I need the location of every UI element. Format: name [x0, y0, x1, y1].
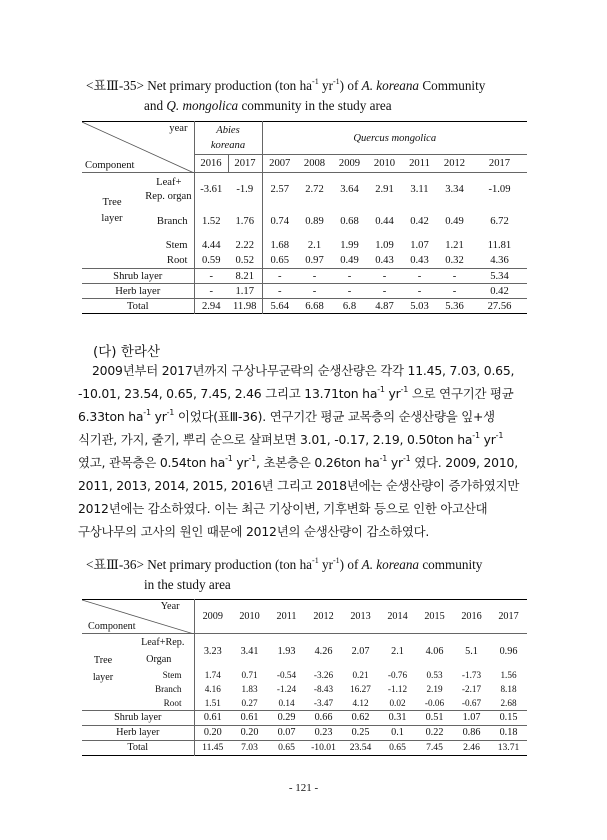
value-cell: 0.15 — [490, 710, 527, 725]
table-row — [82, 634, 527, 669]
value-cell: - — [367, 269, 402, 284]
value-cell: 0.53 — [426, 670, 443, 680]
value-cell: -0.67 — [461, 697, 482, 708]
value-cell: 5.1 — [465, 645, 478, 657]
value-cell: 0.27 — [241, 697, 258, 708]
value-cell: 0.89 — [305, 216, 324, 227]
year-cell: 2014 — [379, 600, 416, 634]
value-cell: 1.07 — [410, 239, 429, 251]
value-cell: 0.42 — [410, 216, 429, 227]
value-cell: 0.20 — [231, 725, 268, 740]
table-row — [82, 682, 527, 696]
value-cell: 0.23 — [305, 725, 342, 740]
header-component: Component — [88, 621, 136, 632]
value-cell: 5.64 — [262, 299, 297, 314]
paragraph-line — [78, 405, 528, 428]
value-cell: 1.07 — [453, 710, 490, 725]
sup-text: -1 — [166, 408, 175, 417]
value-cell: 1.17 — [228, 284, 262, 299]
value-cell: - — [262, 269, 297, 284]
value-cell: 0.52 — [235, 255, 255, 267]
value-cell: -1.09 — [488, 184, 511, 196]
value-cell: 0.42 — [472, 284, 527, 299]
table-row — [82, 740, 527, 755]
value-cell: 0.20 — [194, 725, 231, 740]
sup-text: -1 — [402, 454, 411, 463]
caption-text: and — [144, 98, 167, 113]
value-cell: - — [402, 269, 437, 284]
caption-text: yr — [318, 78, 333, 93]
table1-caption — [86, 76, 528, 116]
value-cell: 1.83 — [241, 684, 258, 694]
table1-caption-line1 — [86, 76, 528, 96]
table2-caption-prefix: <표Ⅲ-36> — [86, 557, 144, 572]
table2-caption-line1 — [86, 555, 528, 575]
value-cell: 1.51 — [194, 696, 231, 710]
table-row — [82, 668, 527, 682]
value-cell: - — [194, 269, 228, 284]
value-cell: -2.17 — [461, 684, 482, 694]
value-cell: 3.41 — [240, 645, 259, 657]
value-cell: 3.64 — [340, 184, 359, 196]
page-number: - 121 - — [288, 782, 319, 794]
value-cell: 2.91 — [375, 184, 394, 196]
value-cell: 0.31 — [379, 710, 416, 725]
value-cell: -10.01 — [305, 740, 342, 755]
header-year: year — [169, 123, 188, 134]
value-cell: 0.96 — [499, 645, 518, 657]
year-cell: 2007 — [262, 155, 297, 173]
value-cell: 13.71 — [490, 740, 527, 755]
year-cell: 2009 — [194, 600, 231, 634]
value-cell: 27.56 — [472, 299, 527, 314]
year-cell: 2010 — [367, 155, 402, 173]
value-cell: - — [367, 284, 402, 299]
line-text: yr — [384, 386, 401, 401]
row-label-text: Organ — [146, 654, 172, 665]
sup-text: -1 — [225, 454, 233, 463]
table-row — [82, 710, 527, 725]
value-cell: 16.27 — [350, 684, 371, 694]
value-cell: 2.68 — [500, 697, 517, 708]
line-text: 6.33ton ha — [78, 409, 144, 424]
value-cell: 0.61 — [194, 710, 231, 725]
table-row — [82, 173, 527, 207]
line-text: 였다. 2009, 2010, — [410, 455, 518, 470]
value-cell: 0.32 — [445, 255, 464, 267]
paragraph-line: 2011, 2013, 2014, 2015, 2016년 그리고 2018년에는 순생산량이 증가하였지만 — [78, 478, 520, 493]
value-cell: 2.1 — [391, 645, 404, 657]
value-cell: - — [332, 269, 367, 284]
table-row — [82, 299, 527, 314]
value-cell: 23.54 — [342, 740, 379, 755]
caption-sup: -1 — [333, 556, 340, 565]
value-cell: 6.68 — [297, 299, 332, 314]
row-label: Herb layer — [82, 725, 194, 740]
value-cell: 7.45 — [416, 740, 453, 755]
value-cell: 1.09 — [375, 239, 394, 251]
value-cell: 1.56 — [500, 670, 517, 680]
value-cell: 1.93 — [277, 645, 296, 657]
group-label: Quercus mongolica — [353, 132, 437, 144]
value-cell: 1.68 — [262, 237, 297, 254]
value-cell: 4.36 — [490, 255, 509, 267]
value-cell: 8.18 — [500, 684, 517, 694]
caption-sup: -1 — [312, 77, 319, 86]
year-cell: 2010 — [231, 600, 268, 634]
value-cell: - — [332, 284, 367, 299]
year-cell: 2012 — [437, 155, 472, 173]
sup-text: -1 — [377, 385, 385, 394]
value-cell: -3.47 — [313, 697, 334, 708]
value-cell: 0.86 — [453, 725, 490, 740]
row-label — [142, 173, 194, 207]
sup-text: -1 — [143, 408, 151, 417]
row-label: Total — [82, 740, 194, 755]
year-cell: 2012 — [305, 600, 342, 634]
group-label: Abies — [216, 125, 240, 136]
table-row — [82, 254, 527, 269]
value-cell: 8.21 — [228, 269, 262, 284]
value-cell: 0.68 — [340, 216, 359, 227]
row-label-text: Leaf+Rep. — [141, 637, 185, 648]
value-cell: 5.36 — [437, 299, 472, 314]
value-cell: 0.49 — [340, 255, 359, 267]
caption-species: Q. mongolica — [166, 98, 239, 113]
row-label — [124, 634, 194, 669]
row-label: Shrub layer — [82, 710, 194, 725]
sup-text: -1 — [495, 431, 504, 440]
value-cell: 0.97 — [305, 255, 324, 267]
body-paragraph — [78, 359, 528, 543]
line-text: 으로 연구기간 평균 — [408, 386, 514, 401]
value-cell: 0.66 — [305, 710, 342, 725]
value-cell: 3.23 — [194, 634, 231, 669]
value-cell: 0.43 — [410, 255, 429, 267]
value-cell: - — [437, 284, 472, 299]
sup-text: -1 — [379, 454, 388, 463]
caption-text: community — [419, 557, 483, 572]
value-cell: 1.52 — [194, 207, 228, 237]
value-cell: 2.46 — [453, 740, 490, 755]
line-text: yr — [232, 455, 249, 470]
value-cell: -3.61 — [194, 173, 228, 207]
value-cell: 0.59 — [194, 254, 228, 269]
value-cell: 0.65 — [379, 740, 416, 755]
value-cell: - — [262, 284, 297, 299]
value-cell: 4.12 — [352, 697, 369, 708]
value-cell: - — [194, 284, 228, 299]
value-cell: 3.11 — [410, 184, 429, 196]
line-text: 식기관, 가지, 줄기, 뿌리 순으로 살펴보면 3.01, -0.17, 2.19, 0.50ton ha — [78, 432, 473, 447]
year-cell: 2009 — [332, 155, 367, 173]
year-cell: 2013 — [342, 600, 379, 634]
caption-text: Net primary production (ton ha — [147, 557, 313, 572]
tree-layer-text: Tree — [93, 654, 113, 666]
line-text: , 초본층은 0.26ton ha — [256, 455, 380, 470]
table1-group-quercus — [262, 122, 527, 155]
row-label: Branch — [154, 684, 182, 694]
row-label: Stem — [162, 670, 182, 680]
value-cell: 3.34 — [445, 184, 464, 196]
paragraph-line — [78, 382, 528, 405]
year-cell: 2017 — [490, 600, 527, 634]
value-cell: - — [402, 284, 437, 299]
line-text: 였고, 관목층은 0.54ton ha — [78, 455, 226, 470]
value-cell: 2.22 — [235, 239, 255, 251]
caption-text: community in the study area — [238, 98, 392, 113]
value-cell: 0.49 — [445, 216, 464, 227]
value-cell: -8.43 — [313, 684, 334, 694]
value-cell: 0.65 — [262, 254, 297, 269]
value-cell: 0.74 — [262, 207, 297, 237]
row-label: Branch — [156, 216, 188, 227]
year-cell: 2011 — [268, 600, 305, 634]
line-text: yr — [479, 432, 496, 447]
table2-caption-line2: in the study area — [144, 577, 231, 592]
table-row — [82, 237, 527, 254]
header-component: Component — [85, 160, 135, 171]
value-cell: 1.76 — [235, 216, 255, 227]
value-cell: 6.8 — [332, 299, 367, 314]
paragraph-line — [78, 451, 528, 474]
sup-text: -1 — [472, 431, 480, 440]
value-cell: -0.76 — [387, 670, 408, 680]
group-label: koreana — [210, 140, 246, 151]
value-cell: - — [437, 269, 472, 284]
year-cell: 2015 — [416, 600, 453, 634]
row-label: Stem — [165, 239, 188, 251]
value-cell: 0.02 — [389, 697, 406, 708]
table2 — [82, 599, 527, 756]
value-cell: 0.07 — [268, 725, 305, 740]
value-cell: - — [297, 284, 332, 299]
value-cell: 0.14 — [278, 697, 295, 708]
paragraph-line: 2009년부터 2017년까지 구상나무군락의 순생산량은 각각 11.45, 7.03, 0.65, — [92, 363, 515, 378]
sup-text: -1 — [400, 385, 409, 394]
header-year: Year — [160, 601, 180, 612]
caption-sup: -1 — [312, 556, 319, 565]
caption-text: Community — [419, 78, 486, 93]
value-cell: 0.44 — [375, 216, 394, 227]
value-cell: - — [297, 269, 332, 284]
tree-layer-label — [82, 634, 124, 711]
table2-header-row — [82, 600, 527, 634]
row-label: Herb layer — [82, 284, 194, 299]
value-cell: 0.21 — [352, 670, 369, 680]
table-row — [82, 284, 527, 299]
value-cell: 2.57 — [262, 173, 297, 207]
value-cell: 4.16 — [194, 682, 231, 696]
year-cell: 2008 — [297, 155, 332, 173]
row-label: Root — [166, 255, 188, 267]
value-cell: 5.03 — [402, 299, 437, 314]
value-cell: 6.72 — [490, 216, 509, 227]
year-cell: 2016 — [453, 600, 490, 634]
tree-layer-text: Tree — [102, 196, 122, 208]
year-cell: 2017 — [472, 155, 527, 173]
table1-header-row1 — [82, 122, 527, 155]
value-cell: -0.54 — [276, 670, 297, 680]
table1 — [82, 121, 527, 314]
section-heading: (다) 한라산 — [93, 344, 160, 360]
value-cell: 4.06 — [425, 645, 444, 657]
value-cell: 11.98 — [228, 299, 262, 314]
value-cell: -3.26 — [313, 670, 334, 680]
table2-caption — [86, 555, 528, 595]
value-cell: 2.94 — [194, 299, 228, 314]
value-cell: 0.18 — [490, 725, 527, 740]
table-row — [82, 207, 527, 237]
value-cell: -1.12 — [387, 684, 408, 694]
year-cell: 2011 — [402, 155, 437, 173]
table-row — [82, 269, 527, 284]
value-cell: 7.03 — [231, 740, 268, 755]
row-label-text: Leaf+ — [156, 176, 182, 188]
paragraph-line: 2012년에는 감소하였다. 이는 최근 기상이변, 기후변화 등으로 인한 아고산대 — [78, 501, 488, 516]
value-cell: 4.44 — [194, 237, 228, 254]
line-text: yr — [150, 409, 167, 424]
value-cell: 0.29 — [268, 710, 305, 725]
value-cell: 0.61 — [231, 710, 268, 725]
sup-text: -1 — [248, 454, 257, 463]
table1-caption-line2 — [86, 96, 528, 116]
value-cell: -1.73 — [461, 670, 482, 680]
value-cell: 11.45 — [194, 740, 231, 755]
caption-text: Net primary production (ton ha — [147, 78, 313, 93]
value-cell: 2.19 — [426, 684, 443, 694]
value-cell: 0.1 — [379, 725, 416, 740]
value-cell: 0.51 — [416, 710, 453, 725]
line-text: -10.01, 23.54, 0.65, 7.45, 2.46 그리고 13.71ton ha — [78, 386, 378, 401]
value-cell: 2.72 — [305, 184, 324, 196]
year-cell: 2016 — [194, 155, 228, 173]
row-label: Total — [82, 299, 194, 314]
value-cell: 2.07 — [351, 645, 370, 657]
value-cell: 0.65 — [268, 740, 305, 755]
caption-species: A. koreana — [361, 78, 420, 93]
value-cell: 0.25 — [342, 725, 379, 740]
line-text: 이었다(표Ⅲ-36). 연구기간 평균 교목층의 순생산량을 잎+생 — [174, 409, 495, 424]
value-cell: 1.74 — [194, 668, 231, 682]
caption-species: A. koreana — [361, 557, 420, 572]
table1-caption-prefix: <표Ⅲ-35> — [86, 78, 144, 93]
row-label: Root — [163, 697, 182, 708]
paragraph-line — [78, 428, 528, 451]
value-cell: 0.62 — [342, 710, 379, 725]
value-cell: 2.1 — [307, 239, 322, 251]
line-text: yr — [387, 455, 403, 470]
value-cell: 11.81 — [487, 239, 512, 251]
value-cell: 5.34 — [472, 269, 527, 284]
table-row — [82, 696, 527, 710]
caption-text: yr — [318, 557, 333, 572]
value-cell: 1.21 — [445, 239, 464, 251]
value-cell: -1.24 — [276, 684, 297, 694]
table-row — [82, 725, 527, 740]
value-cell: -1.9 — [236, 184, 254, 196]
value-cell: 0.22 — [416, 725, 453, 740]
caption-text: ) of — [339, 557, 362, 572]
value-cell: 4.87 — [367, 299, 402, 314]
table1-group-abies — [194, 122, 262, 155]
caption-text: ) of — [339, 78, 362, 93]
row-label: Shrub layer — [82, 269, 194, 284]
caption-sup: -1 — [333, 77, 340, 86]
year-cell: 2017 — [228, 155, 262, 173]
value-cell: -0.06 — [424, 697, 445, 708]
tree-layer-label — [82, 173, 142, 269]
table2-header-corner — [82, 600, 194, 634]
tree-layer-text: layer — [92, 671, 114, 683]
value-cell: 0.43 — [375, 255, 394, 267]
paragraph-line: 구상나무의 고사의 원인 때문에 2012년의 순생산량이 감소하였다. — [78, 524, 430, 539]
value-cell: 1.99 — [340, 239, 359, 251]
value-cell: 4.26 — [314, 645, 333, 657]
table1-header-corner — [82, 122, 194, 173]
row-label-text: Rep. organ — [145, 190, 192, 202]
tree-layer-text: layer — [101, 212, 123, 224]
value-cell: 0.71 — [241, 670, 258, 680]
